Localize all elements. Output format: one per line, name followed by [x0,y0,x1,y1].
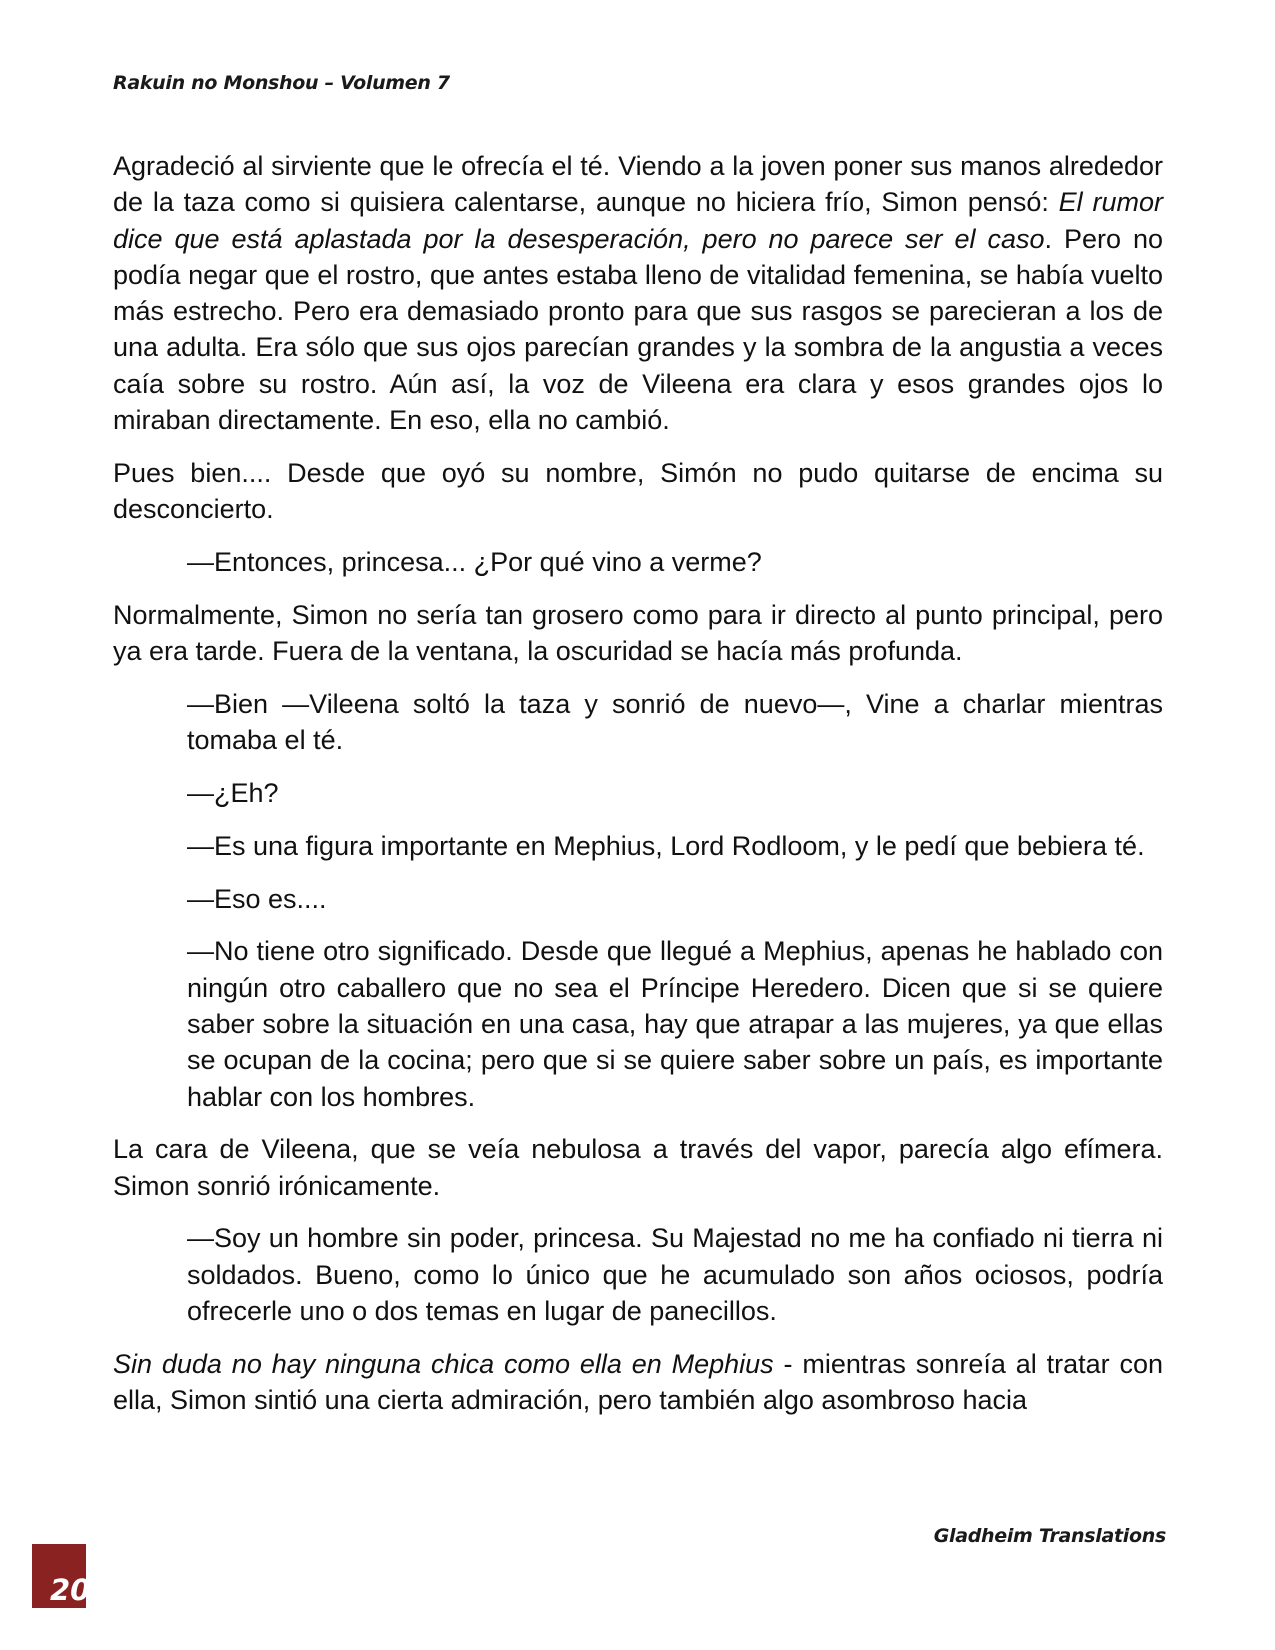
page-number: 20 [50,1573,91,1607]
narration-paragraph [113,597,1163,670]
italic-text: Sin duda no hay ninguna chica como ella en Mephius [113,1348,774,1379]
italic-text: El rumor dice que está aplastada por la desesperación, pero no parece ser el caso [113,187,1164,254]
text-segment: —Eso es.... [187,883,327,914]
text-segment: —Entonces, princesa... ¿Por qué vino a verme? [187,546,762,577]
dialog-paragraph [187,933,1163,1114]
text-segment: —Bien —Vileena soltó la taza y sonrió de nuevo—, Vine a charlar mientras tomaba el té. [187,688,1163,756]
translator-credit: Gladheim Translations [933,1525,1166,1547]
text-segment: —No tiene otro significado. Desde que llegué a Mephius, apenas he hablado con ningún otro caballero que no sea el Príncipe Heredero. Dicen que si se quiere saber sobre la situación en una casa, hay que atrapar a las mujeres, ya que ellas se ocupan de la cocina; pero que si se quiere saber sobre un país, es importante hablar con los hombres. [187,936,1163,1112]
dialog-paragraph [187,544,1163,580]
body-text [113,148,1163,1435]
text-segment: Normalmente, Simon no sería tan grosero como para ir directo al punto principal, pero ya era tarde. Fuera de la ventana, la oscuridad se hacía más profunda. [113,599,1163,667]
text-segment: - mientras sonreía al tratar con ella, Simon sintió una cierta admiración, pero también algo asombroso hacia [113,1348,1164,1416]
dialog-paragraph [187,1220,1163,1329]
dialog-paragraph [187,881,1163,917]
dialog-paragraph [187,828,1163,864]
text-segment: —Es una figura importante en Mephius, Lord Rodloom, y le pedí que bebiera té. [187,830,1145,861]
text-segment: —Soy un hombre sin poder, princesa. Su Majestad no me ha confiado ni tierra ni soldados. Bueno, como lo único que he acumulado son años ociosos, podría ofrecerle uno o dos temas en lugar de panecillos. [187,1223,1163,1327]
narration-paragraph [113,1131,1163,1204]
text-segment: . Pero no podía negar que el rostro, que antes estaba lleno de vitalidad femenina, se había vuelto más estrecho. Pero era demasiado pronto para que sus rasgos se parecieran a los de una adulta. Era sólo que sus ojos parecían grandes y la sombra de la angustia a veces caía sobre su rostro. Aún así, la voz de Vileena era clara y esos grandes ojos lo miraban directamente. En eso, ella no cambió. [113,223,1163,436]
text-segment: Agradeció al sirviente que le ofrecía el té. Viendo a la joven poner sus manos alrededor de la taza como si quisiera calentarse, aunque no hiciera frío, Simon pensó: [113,151,1163,218]
narration-paragraph [113,148,1163,438]
text-segment: La cara de Vileena, que se veía nebulosa a través del vapor, parecía algo efímera. Simon sonrió irónicamente. [113,1134,1163,1201]
dialog-paragraph [187,775,1163,811]
running-header: Rakuin no Monshou – Volumen 7 [113,72,450,94]
page-number-underline [32,1608,86,1610]
text-segment: Pues bien.... Desde que oyó su nombre, Simón no pudo quitarse de encima su desconcierto. [113,457,1163,525]
text-segment: —¿Eh? [187,777,279,808]
dialog-paragraph [187,686,1163,759]
narration-paragraph [113,1346,1163,1419]
narration-paragraph [113,455,1163,528]
